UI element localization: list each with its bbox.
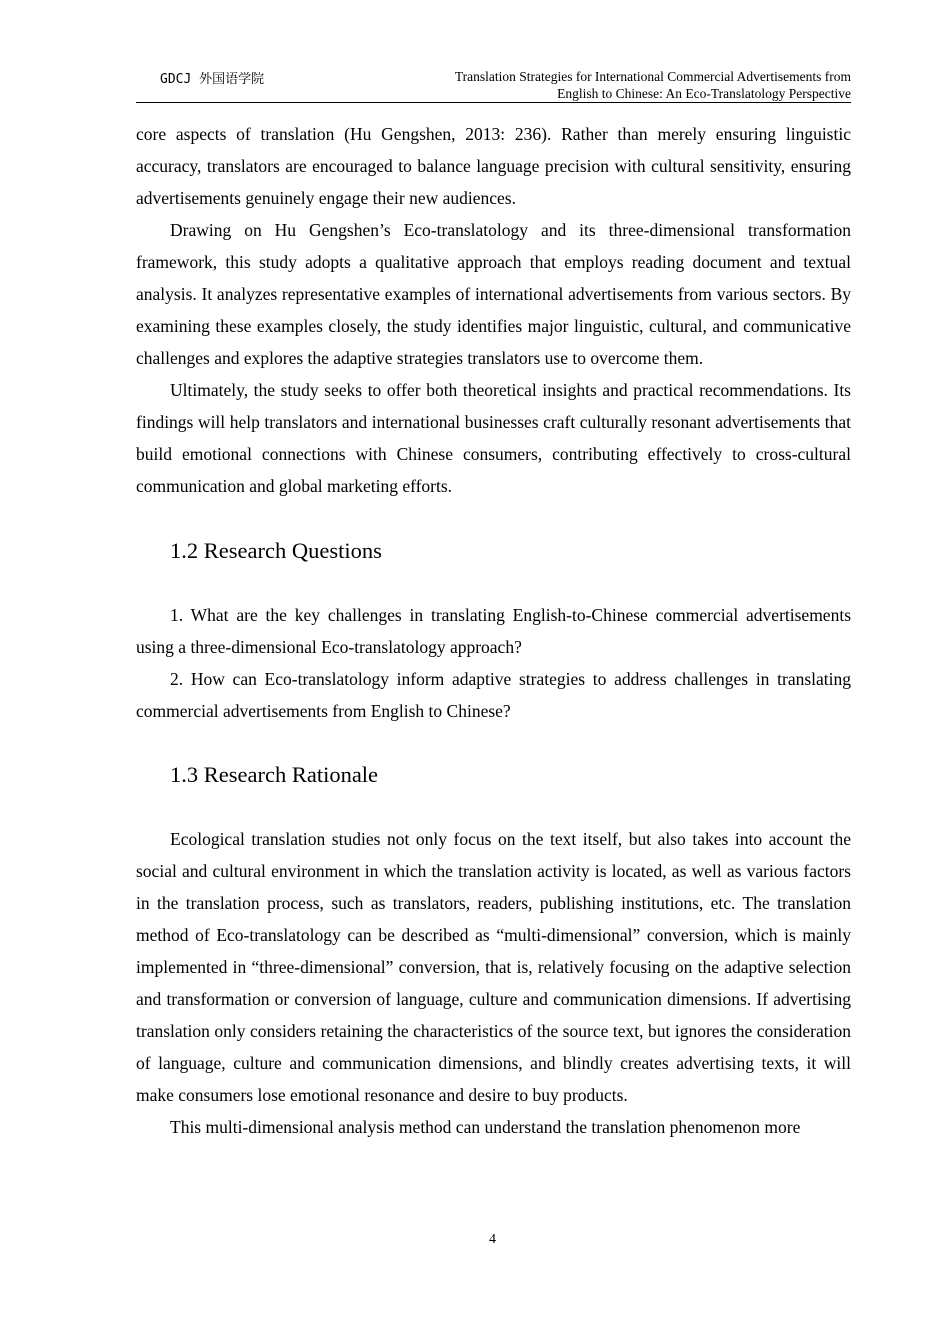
research-question-1: 1. What are the key challenges in translating English-to-Chinese commercial advertisements using a three-dimensional Eco-translatology approach? [136, 605, 851, 657]
paragraph-rationale-1: Ecological translation studies not only focus on the text itself, but also takes into account the social and cultural environment in which the translation activity is located, as well as various factors in the translation process, such as translators, readers, publishing institutions, etc. The translation method of Eco-translatology can be described as “multi-dimensional” conversion, which is mainly implemented in “three-dimensional” conversion, that is, relatively focusing on the adaptive selection and transformation or conversion of language, culture and communication dimensions. If advertising translation only considers retaining the characteristics of the source text, but ignores the consideration of language, culture and communication dimensions, and blindly creates advertising texts, it will make consumers lose emotional resonance and desire to buy products. [136, 829, 851, 1105]
body-text [136, 118, 851, 1143]
section-heading-research-questions: 1.2 Research Questions [170, 538, 382, 563]
paragraph-goal: Ultimately, the study seeks to offer both theoretical insights and practical recommendations. Its findings will help translators and international businesses craft culturally resonant advertisements that build emotional connections with Chinese consumers, contributing effectively to cross-cultural communication and global marketing efforts. [136, 380, 851, 496]
paragraph-rationale-2-start: This multi-dimensional analysis method can understand the translation phenomenon more [170, 1117, 801, 1137]
header-institution: GDCJ 外国语学院 [160, 72, 265, 87]
paragraph-method: Drawing on Hu Gengshen’s Eco-translatology and its three-dimensional transformation framework, this study adopts a qualitative approach that employs reading document and textual analysis. It analyzes representative examples of international advertisements from various sectors. By examining these examples closely, the study identifies major linguistic, cultural, and communicative challenges and explores the adaptive strategies translators use to overcome them. [136, 220, 851, 368]
page-number: 4 [489, 1232, 496, 1247]
paragraph-intro-end: core aspects of translation (Hu Gengshen, 2013: 236). Rather than merely ensuring linguistic accuracy, translators are encouraged to balance language precision with cultural sensitivity, ensuring advertisements genuinely engage their new audiences. [136, 124, 851, 208]
header-title-line-2: English to Chinese: An Eco-Translatology Perspective [557, 86, 851, 101]
header-title-line-1: Translation Strategies for International Commercial Advertisements from [454, 69, 851, 84]
research-question-2: 2. How can Eco-translatology inform adaptive strategies to address challenges in translating commercial advertisements from English to Chinese? [136, 669, 851, 721]
header-rule [136, 102, 851, 103]
section-heading-research-rationale: 1.3 Research Rationale [170, 762, 379, 787]
header-title [371, 68, 851, 102]
